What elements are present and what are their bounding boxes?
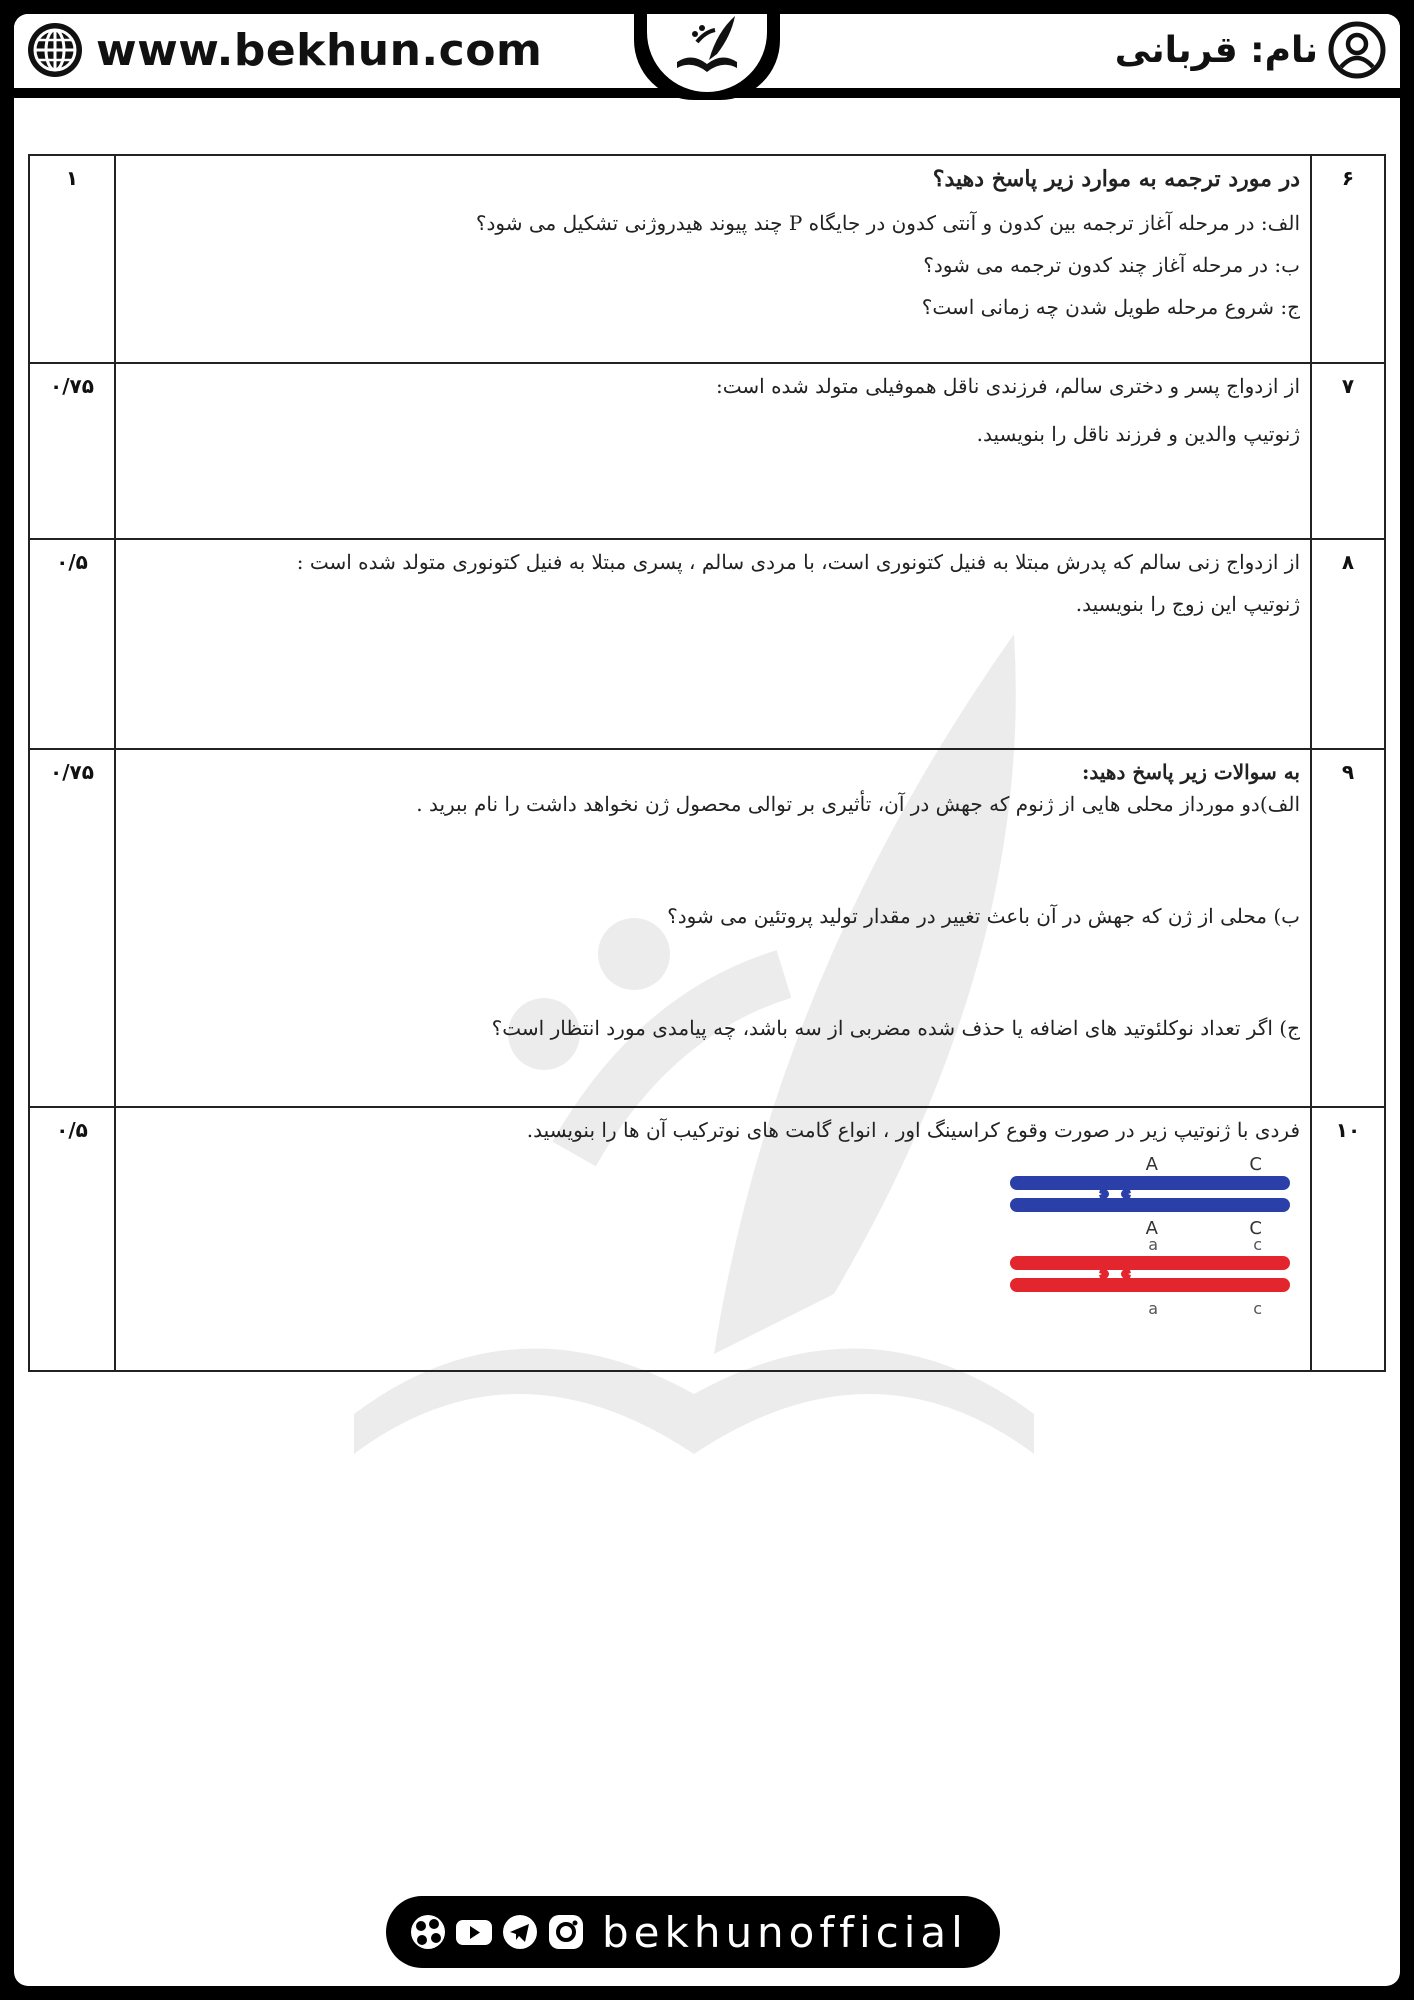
question-body	[115, 363, 1311, 539]
question-number: ۹	[1311, 749, 1385, 1107]
question-part: الف: در مرحله آغاز ترجمه بین کدون و آنتی کدون در جایگاه P چند پیوند هیدروژنی تشکیل می شود؟	[475, 210, 1300, 235]
social-bar	[386, 1896, 1000, 1968]
student-name	[1115, 20, 1386, 80]
question-title: در مورد ترجمه به موارد زیر پاسخ دهید؟	[932, 166, 1300, 192]
question-part: ب) محلی از ژن که جهش در آن باعث تغییر در مقدار تولید پروتئین می شود؟	[667, 904, 1300, 928]
site-url: www.bekhun.com	[96, 24, 543, 76]
website-link[interactable]	[26, 20, 542, 80]
globe-icon	[26, 21, 84, 79]
gene-label: C	[1249, 1218, 1262, 1239]
question-number: ۷	[1311, 363, 1385, 539]
social-icons	[408, 1912, 592, 1952]
social-handle: bekhunofficial	[602, 1907, 968, 1957]
question-part: ب: در مرحله آغاز چند کدون ترجمه می شود؟	[923, 252, 1300, 277]
question-text: فردی با ژنوتیپ زیر در صورت وقوع کراسینگ اور ، انواع گامت های نوترکیب آن ها را بنویسید.	[526, 1118, 1300, 1142]
question-part: ج) اگر تعداد نوکلئوتید های اضافه یا حذف شده مضربی از سه باشد، چه پیامدی مورد انتظار است؟	[491, 1016, 1300, 1040]
question-row	[29, 749, 1385, 1107]
chromosome-figure	[1000, 1146, 1300, 1326]
question-row	[29, 539, 1385, 749]
question-row	[29, 155, 1385, 363]
question-text: از ازدواج پسر و دختری سالم، فرزندی ناقل هموفیلی متولد شده است:	[716, 374, 1300, 398]
question-number: ۶	[1311, 155, 1385, 363]
gene-label: c	[1253, 1235, 1262, 1254]
question-body	[115, 749, 1311, 1107]
user-icon	[1328, 21, 1386, 79]
gene-label: a	[1148, 1299, 1158, 1318]
question-score: ۰/۵	[29, 539, 115, 749]
question-row	[29, 1107, 1385, 1371]
exam-page	[14, 14, 1400, 1986]
gene-label: C	[1249, 1154, 1262, 1175]
questions-table	[28, 154, 1386, 1372]
question-text: از ازدواج زنی سالم که پدرش مبتلا به فنیل کتونوری است، با مردی سالم ، پسری مبتلا به فنیل کتونوری متولد شده است :	[296, 550, 1300, 574]
question-body	[115, 539, 1311, 749]
brand-logo	[634, 14, 780, 100]
gene-label: c	[1253, 1299, 1262, 1318]
gene-label: A	[1145, 1154, 1158, 1175]
gene-label: a	[1148, 1235, 1158, 1254]
question-score: ۰/۵	[29, 1107, 115, 1371]
question-row	[29, 363, 1385, 539]
header-bar	[14, 14, 1400, 98]
question-body	[115, 1107, 1311, 1371]
aparat-icon[interactable]	[408, 1912, 448, 1952]
brand-logo-icon	[647, 14, 767, 92]
question-score: ۱	[29, 155, 115, 363]
question-body	[115, 155, 1311, 363]
question-part: ژنوتیپ والدین و فرزند ناقل را بنویسید.	[976, 422, 1300, 446]
gene-label: A	[1145, 1218, 1158, 1239]
instagram-icon[interactable]	[546, 1912, 586, 1952]
question-number: ۱۰	[1311, 1107, 1385, 1371]
telegram-icon[interactable]	[500, 1912, 540, 1952]
question-score: ۰/۷۵	[29, 363, 115, 539]
youtube-icon[interactable]	[454, 1912, 494, 1952]
question-score: ۰/۷۵	[29, 749, 115, 1107]
question-part: ج: شروع مرحله طویل شدن چه زمانی است؟	[921, 294, 1300, 319]
question-title: به سوالات زیر پاسخ دهید:	[1082, 760, 1300, 784]
name-label: نام: قربانی	[1114, 29, 1318, 71]
question-part: ژنوتیپ این زوج را بنویسید.	[1075, 592, 1300, 616]
question-part: الف)دو مورداز محلی هایی از ژنوم که جهش در آن، تأثیری بر توالی محصول ژن نخواهد داشت را نام ببرید .	[416, 792, 1300, 816]
question-number: ۸	[1311, 539, 1385, 749]
